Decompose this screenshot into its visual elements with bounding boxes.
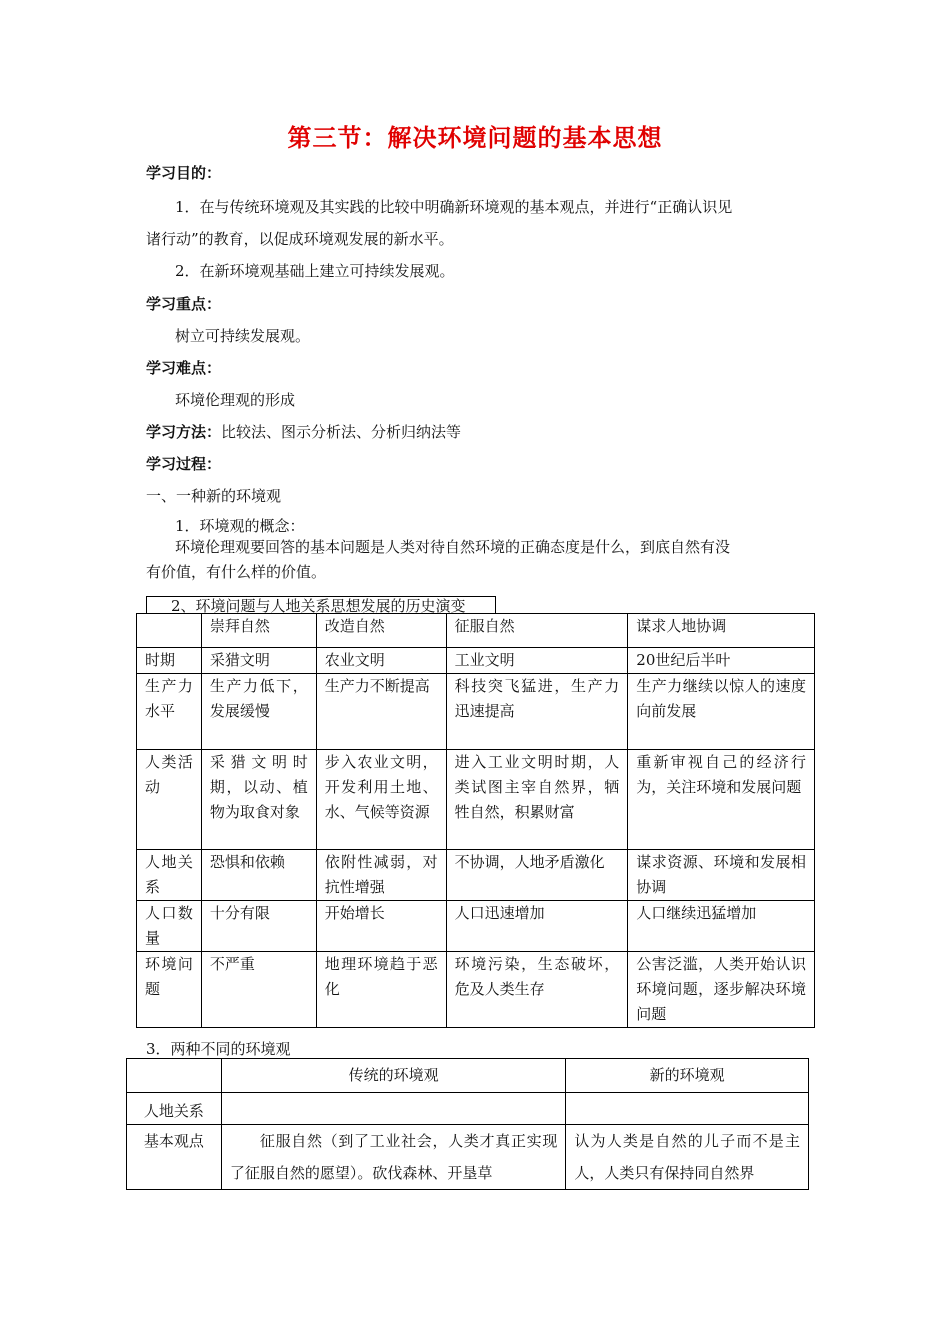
table-cell: 基本观点 bbox=[127, 1125, 222, 1190]
table-row bbox=[137, 850, 815, 901]
concept-line-2: 有价值，有什么样的价值。 bbox=[146, 563, 327, 581]
table-row bbox=[137, 674, 815, 750]
table-header-cell: 新的环境观 bbox=[566, 1059, 809, 1093]
table-row bbox=[137, 901, 815, 952]
table-cell: 采猎文明时期，以动、植物为取食对象 bbox=[201, 750, 316, 850]
table-row bbox=[127, 1093, 809, 1125]
table-header-cell: 崇拜自然 bbox=[201, 614, 316, 648]
table-cell: 公害泛滥，人类开始认识环境问题，逐步解决环境问题 bbox=[628, 952, 815, 1028]
table-cell: 人口迅速增加 bbox=[446, 901, 628, 952]
table-cell: 地理环境趋于恶化 bbox=[316, 952, 446, 1028]
table-cell: 生产力水平 bbox=[137, 674, 202, 750]
table-cell: 不协调，人地矛盾激化 bbox=[446, 850, 628, 901]
table-cell: 生产力继续以惊人的速度向前发展 bbox=[628, 674, 815, 750]
environment-view-table bbox=[126, 1058, 809, 1190]
table-row bbox=[137, 750, 815, 850]
table-header-row bbox=[127, 1059, 809, 1093]
page-title: 第三节：解决环境问题的基本思想 bbox=[287, 123, 663, 152]
table-cell bbox=[566, 1093, 809, 1125]
table-cell: 20世纪后半叶 bbox=[628, 648, 815, 674]
table2-caption: 3．两种不同的环境观 bbox=[146, 1040, 291, 1058]
process-heading: 学习过程： bbox=[146, 455, 222, 473]
table-cell: 环境问题 bbox=[137, 952, 202, 1028]
table-cell: 生产力不断提高 bbox=[316, 674, 446, 750]
table-cell: 依附性减弱，对抗性增强 bbox=[316, 850, 446, 901]
table1-caption: 2、环境问题与人地关系思想发展的历史演变 bbox=[146, 596, 496, 614]
objective-2: 2．在新环境观基础上建立可持续发展观。 bbox=[175, 262, 455, 280]
table-cell: 人口继续迅猛增加 bbox=[628, 901, 815, 952]
table-cell bbox=[221, 1093, 565, 1125]
table-row bbox=[137, 648, 815, 674]
table-cell: 重新审视自己的经济行为，关注环境和发展问题 bbox=[628, 750, 815, 850]
difficulty-text: 环境伦理观的形成 bbox=[175, 391, 296, 409]
table-row bbox=[127, 1125, 809, 1190]
table-cell: 生产力低下，发展缓慢 bbox=[201, 674, 316, 750]
table-cell: 进入工业文明时期，人类试图主宰自然界，牺牲自然，积累财富 bbox=[446, 750, 628, 850]
objective-1-line-2: 诸行动”的教育，以促成环境观发展的新水平。 bbox=[146, 230, 454, 248]
table-row bbox=[137, 952, 815, 1028]
table-header-cell: 改造自然 bbox=[316, 614, 446, 648]
table-header-cell bbox=[127, 1059, 222, 1093]
table-cell: 开始增长 bbox=[316, 901, 446, 952]
table-cell: 人地关系 bbox=[127, 1093, 222, 1125]
table-cell: 农业文明 bbox=[316, 648, 446, 674]
method-text: 比较法、图示分析法、分析归纳法等 bbox=[221, 423, 462, 441]
table-cell: 环境污染，生态破坏，危及人类生存 bbox=[446, 952, 628, 1028]
table-cell: 时期 bbox=[137, 648, 202, 674]
history-table bbox=[136, 613, 815, 1028]
table-cell: 人口数量 bbox=[137, 901, 202, 952]
table-cell: 不严重 bbox=[201, 952, 316, 1028]
table-cell: 工业文明 bbox=[446, 648, 628, 674]
table-header-row bbox=[137, 614, 815, 648]
table-cell: 人地关系 bbox=[137, 850, 202, 901]
table-header-cell: 征服自然 bbox=[446, 614, 628, 648]
objective-1-line-1: 1．在与传统环境观及其实践的比较中明确新环境观的基本观点，并进行“正确认识见 bbox=[175, 198, 733, 216]
key-point-text: 树立可持续发展观。 bbox=[175, 327, 311, 345]
table-cell: 十分有限 bbox=[201, 901, 316, 952]
concept-line-1: 环境伦理观要回答的基本问题是人类对待自然环境的正确态度是什么，到底自然有没 bbox=[175, 538, 731, 556]
table-header-cell bbox=[137, 614, 202, 648]
table-header-cell: 谋求人地协调 bbox=[628, 614, 815, 648]
method-heading: 学习方法： bbox=[146, 423, 222, 441]
table-cell: 人类活动 bbox=[137, 750, 202, 850]
table-cell: 采猎文明 bbox=[201, 648, 316, 674]
table-cell: 步入农业文明，开发利用土地、水、气候等资源 bbox=[316, 750, 446, 850]
key-point-heading: 学习重点： bbox=[146, 295, 222, 313]
table-header-cell: 传统的环境观 bbox=[221, 1059, 565, 1093]
method-line bbox=[146, 421, 461, 443]
table-cell: 征服自然（到了工业社会，人类才真正实现了征服自然的愿望）。砍伐森林、开垦草 bbox=[221, 1125, 565, 1190]
table-cell: 恐惧和依赖 bbox=[201, 850, 316, 901]
table-cell: 认为人类是自然的儿子而不是主人，人类只有保持同自然界 bbox=[566, 1125, 809, 1190]
difficulty-heading: 学习难点： bbox=[146, 359, 222, 377]
section1-heading: 一、一种新的环境观 bbox=[146, 487, 282, 505]
concept-heading: 1．环境观的概念： bbox=[175, 517, 305, 535]
objectives-heading: 学习目的： bbox=[146, 164, 222, 182]
table-cell: 科技突飞猛进，生产力迅速提高 bbox=[446, 674, 628, 750]
table-cell: 谋求资源、环境和发展相协调 bbox=[628, 850, 815, 901]
